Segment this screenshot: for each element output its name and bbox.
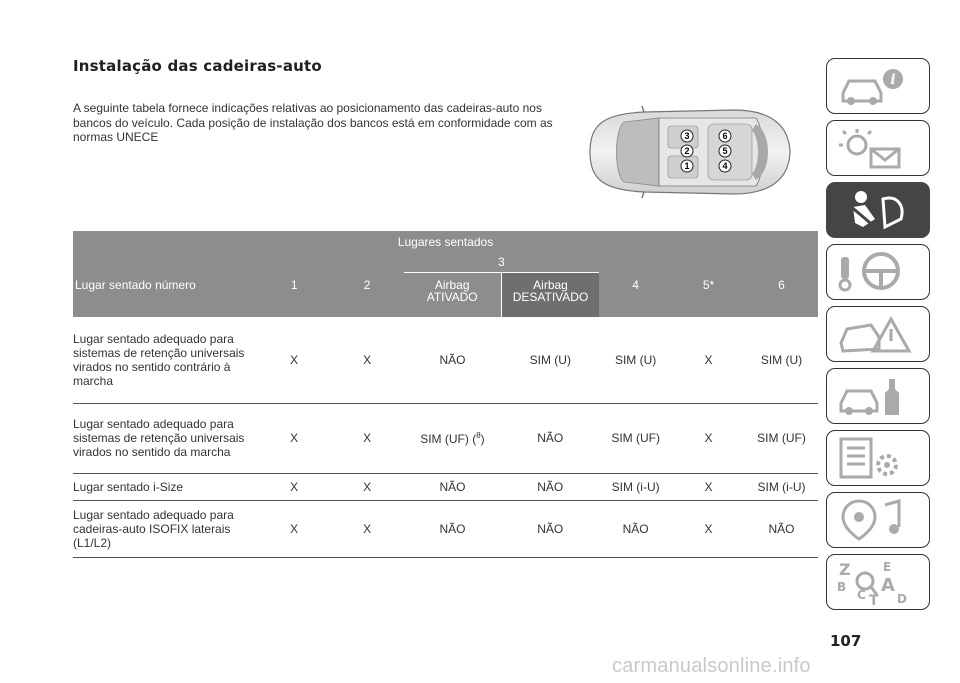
section-title: Instalação das cadeiras-auto	[73, 57, 322, 75]
table-cell: X	[672, 317, 745, 403]
col-header-3: 3	[404, 252, 600, 273]
page-number: 107	[830, 632, 862, 650]
car-seat-positions-illustration	[584, 104, 794, 200]
tab-emergency[interactable]	[826, 306, 930, 362]
cell-text-end: )	[480, 431, 485, 446]
tab-seat-safety[interactable]	[826, 182, 930, 238]
row-label: Lugar sentado adequado para sistemas de retenção universais virados no sentido da marcha	[73, 403, 258, 473]
table-cell: NÃO	[404, 473, 502, 500]
index-letter-d: D	[897, 592, 907, 605]
table-cell: NÃO	[404, 500, 502, 557]
cell-text: SIM (UF) (	[420, 431, 477, 446]
tab-multimedia[interactable]	[826, 492, 930, 548]
table-cell: X	[258, 403, 331, 473]
car-info-icon	[835, 63, 919, 109]
tab-index[interactable]	[826, 554, 930, 610]
seat-number-5: 5	[722, 146, 728, 157]
index-letter-b: B	[837, 580, 847, 594]
maintenance-icon	[835, 373, 919, 419]
col-header-3-airbag-off	[501, 273, 599, 318]
airbag-off-line2: DESATIVADO	[512, 290, 589, 304]
col-header-4: 4	[599, 252, 672, 317]
table-cell: SIM (U)	[599, 317, 672, 403]
table-cell: SIM (i-U)	[599, 473, 672, 500]
table-cell: X	[672, 500, 745, 557]
table-cell: X	[258, 500, 331, 557]
svg-text:i: i	[890, 72, 896, 88]
emergency-icon	[835, 311, 919, 357]
col-header-1: 1	[258, 252, 331, 317]
table-cell: SIM (U)	[501, 317, 599, 403]
col-header-6: 6	[745, 252, 818, 317]
watermark: carmanualsonline.info	[612, 655, 811, 677]
row-header: Lugar sentado número	[73, 252, 258, 317]
tab-car-info[interactable]	[826, 58, 930, 114]
index-letter-t: T	[869, 593, 879, 605]
table-cell: X	[331, 500, 404, 557]
seat-number-3: 3	[684, 131, 690, 142]
footnote-ref: 8	[476, 430, 481, 440]
row-label: Lugar sentado adequado para cadeiras-auto ISOFIX laterais (L1/L2)	[73, 500, 258, 557]
table-cell: X	[331, 473, 404, 500]
seat-number-4: 4	[722, 161, 728, 172]
row-label: Lugar sentado i-Size	[73, 473, 258, 500]
airbag-on-line1: Airbag	[434, 278, 470, 292]
table-row	[73, 403, 818, 473]
table-row	[73, 473, 818, 500]
tab-warning-lights[interactable]	[826, 120, 930, 176]
warning-lights-icon	[835, 125, 919, 171]
table-cell	[404, 403, 502, 473]
col-header-5: 5*	[672, 252, 745, 317]
table-cell: NÃO	[501, 403, 599, 473]
table-row	[73, 500, 818, 557]
table-cell: SIM (i-U)	[745, 473, 818, 500]
row-label: Lugar sentado adequado para sistemas de retenção universais virados no sentido contrário à marcha	[73, 317, 258, 403]
airbag-off-line1: Airbag	[533, 278, 568, 292]
col-header-3-airbag-on	[404, 273, 502, 318]
index-letter-z: Z	[839, 560, 851, 579]
table-cell: X	[672, 473, 745, 500]
table-cell: NÃO	[745, 500, 818, 557]
table-cell: X	[331, 403, 404, 473]
table-cell: SIM (UF)	[599, 403, 672, 473]
table-cell: SIM (UF)	[745, 403, 818, 473]
index-letter-e: E	[883, 560, 892, 574]
key-steering-icon	[835, 249, 919, 295]
table-cell: X	[258, 473, 331, 500]
table-cell: X	[331, 317, 404, 403]
table-cell: SIM (U)	[745, 317, 818, 403]
tab-key-steering[interactable]	[826, 244, 930, 300]
table-cell: NÃO	[404, 317, 502, 403]
seat-number-1: 1	[684, 161, 690, 172]
group-header: Lugares sentados	[73, 231, 818, 252]
seat-number-2: 2	[684, 146, 690, 157]
table-cell: NÃO	[501, 500, 599, 557]
col-header-2: 2	[331, 252, 404, 317]
intro-paragraph: A seguinte tabela fornece indicações relativas ao posicionamento das cadeiras-auto nos bancos do veículo. Cada posição de instalação dos bancos está em conformidade com as normas UNECE	[73, 101, 553, 144]
seat-number-6: 6	[722, 131, 728, 142]
multimedia-icon	[835, 497, 919, 543]
table-cell: X	[672, 403, 745, 473]
table-row	[73, 317, 818, 403]
table-cell: NÃO	[599, 500, 672, 557]
seat-safety-icon	[835, 187, 919, 233]
index-letter-a: A	[881, 575, 895, 596]
child-seat-table	[73, 231, 818, 558]
tab-technical-data[interactable]	[826, 430, 930, 486]
table-cell: NÃO	[501, 473, 599, 500]
table-cell: X	[258, 317, 331, 403]
tab-maintenance[interactable]	[826, 368, 930, 424]
index-letter-c: C	[857, 588, 866, 602]
index-icon	[835, 559, 919, 605]
airbag-on-line2: ATIVADO	[426, 290, 478, 304]
technical-data-icon	[835, 435, 919, 481]
